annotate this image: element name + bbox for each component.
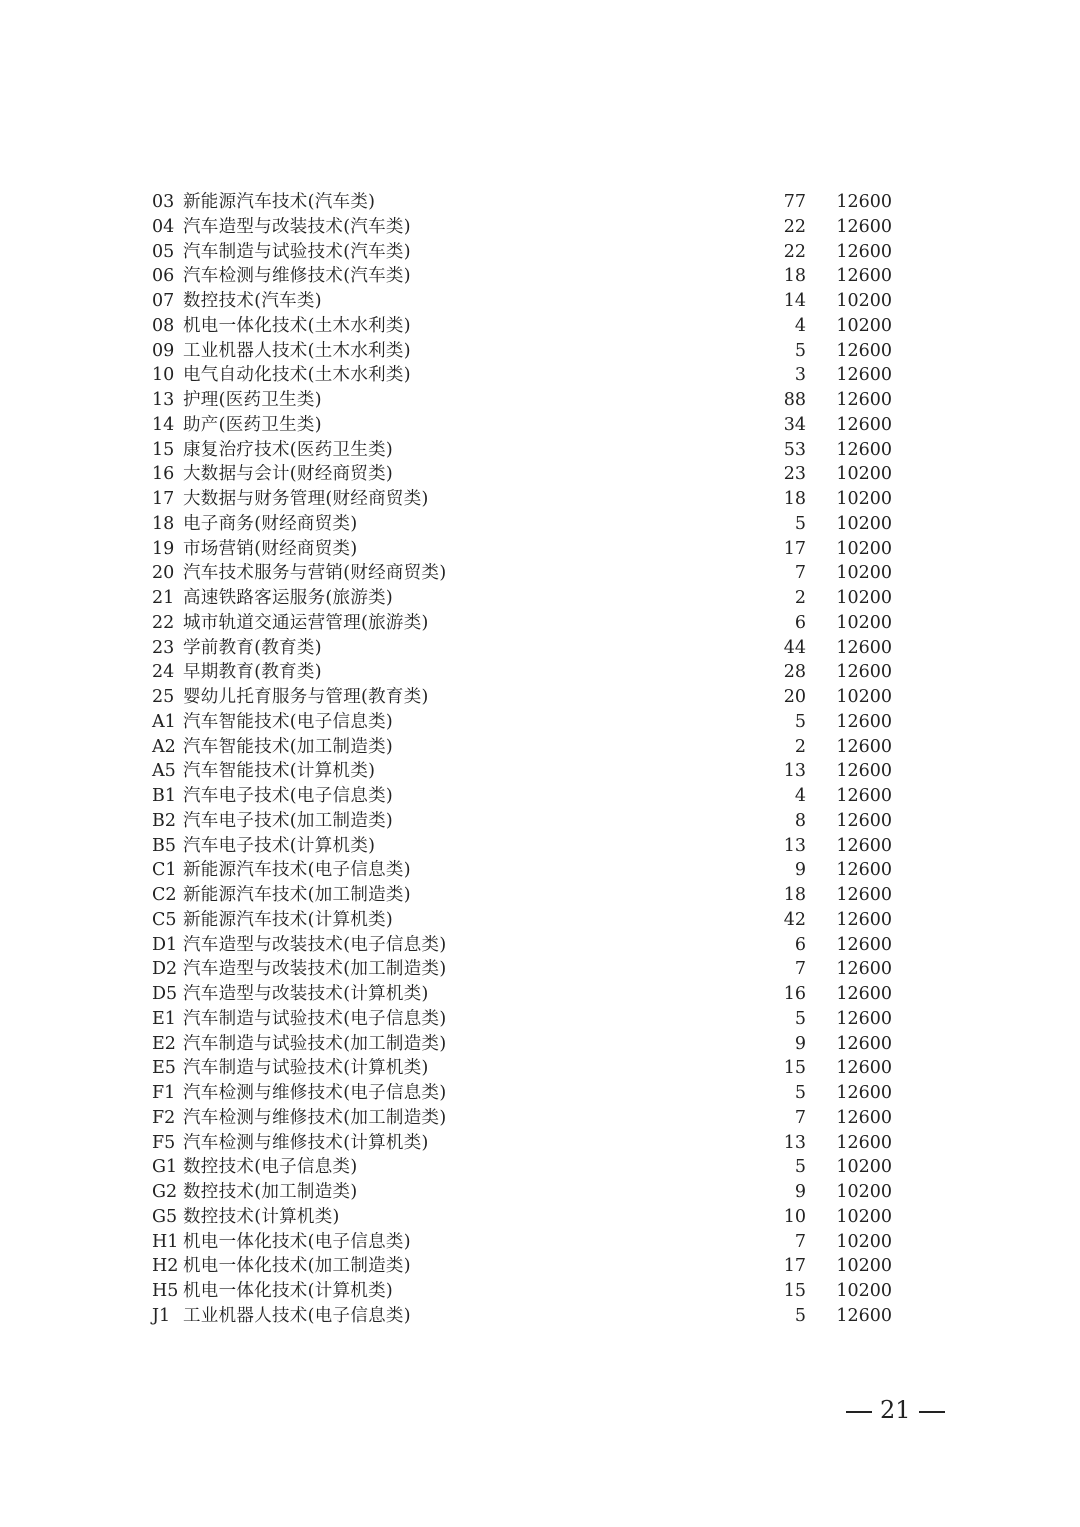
enrollment-count: 5 (794, 513, 806, 534)
program-code: 22 (152, 612, 175, 633)
list-item (152, 512, 892, 537)
program-code: H2 (152, 1256, 179, 1277)
enrollment-count: 6 (794, 934, 806, 955)
program-code: H1 (152, 1231, 179, 1252)
program-name: 助产(医药卫生类) (183, 414, 322, 435)
program-code: A1 (152, 711, 176, 732)
enrollment-count: 5 (794, 1305, 806, 1326)
list-item (152, 933, 892, 958)
program-name: 婴幼儿托育服务与管理(教育类) (183, 687, 429, 707)
program-name: 新能源汽车技术(电子信息类) (183, 860, 411, 881)
tuition-fee: 12600 (836, 390, 892, 410)
tuition-fee: 12600 (836, 1132, 892, 1153)
enrollment-count: 7 (794, 563, 806, 584)
tuition-fee: 12600 (836, 810, 892, 831)
tuition-fee: 10200 (836, 1206, 892, 1227)
program-code: F2 (152, 1107, 176, 1128)
enrollment-count: 28 (783, 662, 806, 683)
program-name: 机电一体化技术(计算机类) (183, 1281, 394, 1301)
program-code: D2 (152, 959, 178, 980)
list-item (152, 1180, 892, 1205)
enrollment-count: 22 (783, 216, 806, 237)
tuition-fee: 10200 (836, 315, 892, 336)
page-number: 21 (880, 1396, 911, 1424)
enrollment-count: 5 (794, 1083, 806, 1103)
program-code: J1 (152, 1305, 171, 1326)
program-code: 15 (152, 439, 175, 460)
program-code: 03 (152, 192, 175, 212)
tuition-fee: 12600 (836, 216, 892, 237)
program-name: 汽车制造与试验技术(电子信息类) (183, 1008, 447, 1029)
left-dash (846, 1411, 872, 1413)
list-item (152, 1081, 892, 1106)
enrollment-count: 7 (794, 1107, 806, 1128)
tuition-fee: 12600 (836, 1083, 892, 1103)
tuition-fee: 10200 (836, 538, 892, 559)
program-code: G5 (152, 1206, 178, 1227)
enrollment-count: 77 (783, 192, 806, 212)
tuition-fee: 12600 (836, 1008, 892, 1029)
program-code: 06 (152, 266, 175, 287)
program-name: 新能源汽车技术(计算机类) (183, 909, 394, 930)
enrollment-count: 44 (783, 637, 806, 658)
tuition-fee: 10200 (836, 687, 892, 707)
program-code: B1 (152, 786, 176, 806)
list-item (152, 586, 892, 611)
enrollment-count: 2 (794, 736, 806, 757)
program-name: 汽车智能技术(电子信息类) (183, 711, 394, 732)
list-item (152, 957, 892, 982)
enrollment-count: 20 (783, 687, 806, 707)
tuition-fee: 10200 (836, 489, 892, 509)
program-name: 汽车电子技术(加工制造类) (183, 810, 394, 831)
tuition-fee: 10200 (836, 1157, 892, 1178)
enrollment-count: 5 (794, 1008, 806, 1029)
program-name: 汽车检测与维修技术(电子信息类) (183, 1083, 447, 1103)
program-name: 高速铁路客运服务(旅游类) (183, 588, 394, 608)
tuition-fee: 10200 (836, 1182, 892, 1202)
enrollment-count: 4 (794, 786, 806, 806)
list-item (152, 487, 892, 512)
program-name: 数控技术(计算机类) (183, 1206, 340, 1227)
program-code: 05 (152, 241, 175, 262)
program-name: 汽车造型与改装技术(汽车类) (183, 216, 411, 237)
tuition-fee: 10200 (836, 1256, 892, 1277)
enrollment-count: 23 (783, 464, 806, 485)
enrollment-count: 6 (794, 612, 806, 633)
list-item (152, 462, 892, 487)
program-code: 23 (152, 637, 175, 658)
program-name: 城市轨道交通运营管理(旅游类) (183, 612, 429, 633)
program-code: 09 (152, 340, 175, 361)
program-code: 17 (152, 489, 175, 509)
list-item (152, 289, 892, 314)
tuition-fee: 12600 (836, 736, 892, 757)
enrollment-count: 7 (794, 959, 806, 980)
program-code: A2 (152, 736, 176, 757)
program-code: G1 (152, 1157, 178, 1178)
enrollment-count: 88 (783, 390, 806, 410)
program-code: 18 (152, 513, 175, 534)
program-name: 汽车造型与改装技术(计算机类) (183, 984, 429, 1004)
list-item (152, 363, 892, 388)
list-item (152, 982, 892, 1007)
list-item (152, 1007, 892, 1032)
tuition-fee: 12600 (836, 934, 892, 955)
enrollment-count: 18 (783, 885, 806, 905)
list-item (152, 908, 892, 933)
program-name: 数控技术(汽车类) (183, 291, 322, 311)
tuition-fee: 10200 (836, 291, 892, 311)
tuition-fee: 12600 (836, 711, 892, 732)
program-code: 08 (152, 315, 175, 336)
program-name: 汽车制造与试验技术(汽车类) (183, 241, 411, 262)
enrollment-count: 4 (794, 315, 806, 336)
program-name: 汽车造型与改装技术(加工制造类) (183, 959, 447, 980)
tuition-fee: 10200 (836, 1231, 892, 1252)
list-item (152, 809, 892, 834)
tuition-fee: 12600 (836, 761, 892, 782)
program-name: 机电一体化技术(加工制造类) (183, 1256, 411, 1277)
program-code: C2 (152, 885, 177, 905)
tuition-fee: 12600 (836, 266, 892, 287)
program-code: 21 (152, 588, 175, 608)
tuition-fee: 10200 (836, 1281, 892, 1301)
enrollment-count: 22 (783, 241, 806, 262)
list-item (152, 314, 892, 339)
program-code: F5 (152, 1132, 176, 1153)
program-code: G2 (152, 1182, 178, 1202)
list-item (152, 660, 892, 685)
program-code: B2 (152, 810, 176, 831)
tuition-fee: 10200 (836, 563, 892, 584)
tuition-fee: 12600 (836, 241, 892, 262)
enrollment-count: 15 (783, 1281, 806, 1301)
tuition-fee: 12600 (836, 860, 892, 881)
tuition-fee: 12600 (836, 885, 892, 905)
list-item (152, 710, 892, 735)
enrollment-count: 16 (783, 984, 806, 1004)
tuition-fee: 12600 (836, 192, 892, 212)
program-code: 10 (152, 365, 175, 386)
enrollment-count: 53 (783, 439, 806, 460)
tuition-fee: 10200 (836, 464, 892, 485)
enrollment-count: 34 (783, 414, 806, 435)
program-code: D1 (152, 934, 178, 955)
program-code: D5 (152, 984, 178, 1004)
program-code: 24 (152, 662, 175, 683)
program-code: 04 (152, 216, 175, 237)
enrollment-count: 9 (794, 860, 806, 881)
list-item (152, 883, 892, 908)
program-name: 学前教育(教育类) (183, 637, 322, 658)
enrollment-count: 5 (794, 340, 806, 361)
program-code: C5 (152, 909, 177, 930)
program-name: 汽车智能技术(加工制造类) (183, 736, 394, 757)
tuition-fee: 10200 (836, 612, 892, 633)
enrollment-count: 9 (794, 1033, 806, 1054)
page-footer (838, 1395, 953, 1425)
program-name: 汽车检测与维修技术(汽车类) (183, 266, 411, 287)
list-item (152, 611, 892, 636)
list-item (152, 1230, 892, 1255)
list-item (152, 759, 892, 784)
program-name: 汽车电子技术(计算机类) (183, 835, 376, 856)
program-name: 汽车制造与试验技术(加工制造类) (183, 1033, 447, 1054)
enrollment-count: 7 (794, 1231, 806, 1252)
program-name: 汽车制造与试验技术(计算机类) (183, 1058, 429, 1079)
list-item (152, 1254, 892, 1279)
tuition-fee: 10200 (836, 513, 892, 534)
program-name: 汽车检测与维修技术(加工制造类) (183, 1107, 447, 1128)
enrollment-count: 17 (783, 538, 806, 559)
program-code: E5 (152, 1058, 176, 1079)
program-name: 机电一体化技术(电子信息类) (183, 1231, 411, 1252)
program-name: 数控技术(加工制造类) (183, 1182, 358, 1202)
tuition-fee: 12600 (836, 909, 892, 930)
program-code: 13 (152, 390, 175, 410)
enrollment-count: 18 (783, 266, 806, 287)
program-code: E1 (152, 1008, 176, 1029)
list-item (152, 388, 892, 413)
tuition-fee: 10200 (836, 588, 892, 608)
list-item (152, 834, 892, 859)
enrollment-count: 13 (783, 835, 806, 856)
list-item (152, 1304, 892, 1329)
enrollment-count: 2 (794, 588, 806, 608)
enrollment-count: 8 (794, 810, 806, 831)
enrollment-count: 10 (783, 1206, 806, 1227)
tuition-fee: 12600 (836, 1305, 892, 1326)
program-code: 14 (152, 414, 175, 435)
program-code: B5 (152, 835, 176, 856)
tuition-fee: 12600 (836, 637, 892, 658)
program-name: 大数据与会计(财经商贸类) (183, 464, 394, 485)
program-code: A5 (152, 761, 176, 782)
tuition-fee: 12600 (836, 984, 892, 1004)
program-name: 汽车智能技术(计算机类) (183, 761, 376, 782)
program-code: C1 (152, 860, 177, 881)
list-item (152, 1279, 892, 1304)
program-name: 康复治疗技术(医药卫生类) (183, 439, 394, 460)
program-name: 新能源汽车技术(汽车类) (183, 192, 376, 212)
program-name: 数控技术(电子信息类) (183, 1157, 358, 1178)
list-item (152, 1131, 892, 1156)
tuition-fee: 12600 (836, 1107, 892, 1128)
program-name: 电子商务(财经商贸类) (183, 513, 358, 534)
list-item (152, 215, 892, 240)
list-item (152, 636, 892, 661)
program-name: 汽车检测与维修技术(计算机类) (183, 1132, 429, 1153)
enrollment-count: 5 (794, 711, 806, 732)
list-item (152, 537, 892, 562)
enrollment-count: 13 (783, 1132, 806, 1153)
list-item (152, 858, 892, 883)
tuition-fee: 12600 (836, 340, 892, 361)
program-name: 市场营销(财经商贸类) (183, 538, 358, 559)
program-name: 汽车技术服务与营销(财经商贸类) (183, 563, 447, 584)
program-name: 汽车造型与改装技术(电子信息类) (183, 934, 447, 955)
list-item (152, 685, 892, 710)
list-item (152, 264, 892, 289)
list-item (152, 561, 892, 586)
enrollment-count: 18 (783, 489, 806, 509)
program-name: 汽车电子技术(电子信息类) (183, 786, 394, 806)
list-item (152, 1155, 892, 1180)
tuition-fee: 12600 (836, 1033, 892, 1054)
list-item (152, 438, 892, 463)
enrollment-count: 15 (783, 1058, 806, 1079)
enrollment-count: 5 (794, 1157, 806, 1178)
program-name: 早期教育(教育类) (183, 662, 322, 683)
program-name: 电气自动化技术(土木水利类) (183, 365, 411, 386)
list-item (152, 413, 892, 438)
tuition-fee: 12600 (836, 835, 892, 856)
program-name: 新能源汽车技术(加工制造类) (183, 885, 411, 905)
tuition-fee: 12600 (836, 662, 892, 683)
program-code: F1 (152, 1083, 176, 1103)
program-code: 07 (152, 291, 175, 311)
tuition-fee: 12600 (836, 439, 892, 460)
right-dash (919, 1411, 945, 1413)
enrollment-count: 14 (783, 291, 806, 311)
list-item (152, 339, 892, 364)
enrollment-count: 3 (794, 365, 806, 386)
program-name: 工业机器人技术(土木水利类) (183, 340, 411, 361)
enrollment-count: 9 (794, 1182, 806, 1202)
program-name: 大数据与财务管理(财经商贸类) (183, 489, 429, 509)
enrollment-count: 42 (783, 909, 806, 930)
list-item (152, 1205, 892, 1230)
list-item (152, 784, 892, 809)
list-item (152, 1056, 892, 1081)
program-code: 19 (152, 538, 175, 559)
program-name: 工业机器人技术(电子信息类) (183, 1305, 411, 1326)
list-item (152, 1106, 892, 1131)
list-item (152, 190, 892, 215)
list-item (152, 240, 892, 265)
program-code: H5 (152, 1281, 179, 1301)
tuition-fee: 12600 (836, 414, 892, 435)
program-name: 机电一体化技术(土木水利类) (183, 315, 411, 336)
program-code: 16 (152, 464, 175, 485)
enrollment-count: 13 (783, 761, 806, 782)
list-item (152, 735, 892, 760)
tuition-fee: 12600 (836, 959, 892, 980)
program-name: 护理(医药卫生类) (183, 390, 322, 410)
tuition-fee: 12600 (836, 365, 892, 386)
program-list (152, 190, 892, 1329)
list-item (152, 1032, 892, 1057)
program-code: 20 (152, 563, 175, 584)
enrollment-count: 17 (783, 1256, 806, 1277)
program-code: E2 (152, 1033, 176, 1054)
program-code: 25 (152, 687, 175, 707)
tuition-fee: 12600 (836, 1058, 892, 1079)
tuition-fee: 12600 (836, 786, 892, 806)
